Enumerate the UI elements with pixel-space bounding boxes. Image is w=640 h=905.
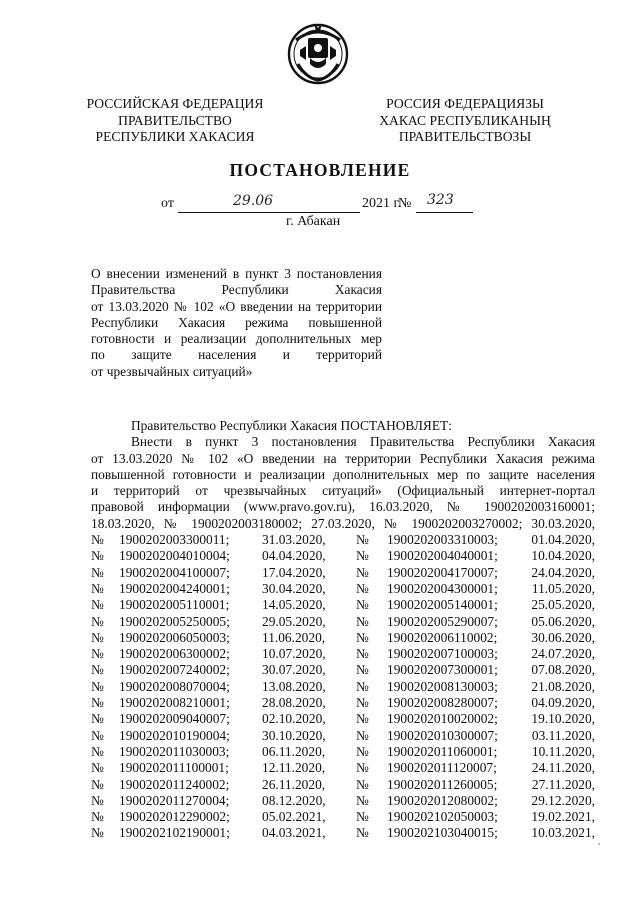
- registration-cell: 1900202007300001;: [387, 662, 498, 678]
- registration-cell: 04.04.2020,: [262, 548, 326, 564]
- registration-cell: №: [356, 809, 369, 825]
- registration-cell: 1900202005140001;: [387, 597, 498, 613]
- registration-cell: 1900202004010004;: [119, 548, 230, 564]
- registration-row: [91, 744, 595, 760]
- number-label: №: [398, 196, 412, 211]
- registration-cell: №: [356, 825, 369, 841]
- registration-cell: 1900202011240002;: [119, 776, 230, 792]
- header-right-line: ХАКАС РЕСПУБЛИКАНЫҢ: [379, 112, 551, 128]
- handwritten-date: 29.06: [233, 193, 274, 209]
- body-line: Внести в пункт 3 постановления Правительства Республики Хакасия: [131, 434, 595, 450]
- header-right: [360, 96, 570, 146]
- registration-cell: 10.03.2021,: [531, 825, 595, 841]
- registration-cell: 24.11.2020,: [531, 760, 595, 776]
- registration-cell: 1900202007240002;: [119, 662, 230, 678]
- registration-row: [91, 809, 595, 825]
- registration-cell: 04.09.2020,: [531, 695, 595, 711]
- registration-cell: №: [356, 629, 369, 645]
- registration-list: [91, 532, 595, 842]
- registration-cell: 1900202005290007;: [387, 613, 498, 629]
- registration-cell: 1900202004240001;: [119, 580, 230, 596]
- registration-cell: 1900202009040007;: [119, 711, 230, 727]
- registration-cell: 30.10.2020,: [262, 727, 326, 743]
- registration-row: [91, 679, 595, 695]
- registration-cell: 1900202102050003;: [387, 809, 498, 825]
- registration-row: [91, 793, 595, 809]
- registration-cell: 1900202003310003;: [387, 532, 498, 548]
- registration-cell: 1900202102190001;: [119, 825, 230, 841]
- registration-cell: 10.07.2020,: [262, 646, 326, 662]
- registration-cell: 05.06.2020,: [531, 613, 595, 629]
- registration-cell: 04.03.2021,: [262, 825, 326, 841]
- registration-cell: №: [91, 760, 104, 776]
- subject-line: от чрезвычайных ситуаций»: [91, 363, 253, 379]
- registration-cell: 1900202103040015;: [387, 825, 498, 841]
- registration-row: [91, 630, 595, 646]
- document-title: ПОСТАНОВЛЕНИЕ: [229, 160, 411, 180]
- registration-cell: 1900202012290002;: [119, 809, 230, 825]
- registration-row: [91, 728, 595, 744]
- registration-cell: 25.05.2020,: [531, 597, 595, 613]
- body-line: правовой информации (www.pravo.gov.ru), 16.03.2020, № 1900202003160001;: [91, 499, 595, 515]
- registration-cell: 1900202008210001;: [119, 695, 230, 711]
- registration-cell: №: [356, 760, 369, 776]
- date-underline: [178, 212, 360, 213]
- header-right-line: РОССИЯ ФЕДЕРАЦИЯЗЫ: [386, 96, 544, 111]
- registration-row: [91, 777, 595, 793]
- registration-cell: №: [91, 678, 104, 694]
- registration-cell: №: [356, 564, 369, 580]
- registration-cell: №: [91, 662, 104, 678]
- number-underline: [416, 212, 473, 213]
- registration-cell: 1900202004300001;: [387, 580, 498, 596]
- registration-cell: 30.04.2020,: [262, 580, 326, 596]
- registration-cell: 19.02.2021,: [531, 809, 595, 825]
- registration-row: [91, 695, 595, 711]
- registration-row: [91, 646, 595, 662]
- registration-cell: №: [91, 711, 104, 727]
- registration-cell: 08.12.2020,: [262, 792, 326, 808]
- registration-cell: 19.10.2020,: [531, 711, 595, 727]
- registration-cell: №: [91, 548, 104, 564]
- registration-cell: №: [356, 662, 369, 678]
- registration-cell: 11.06.2020,: [262, 629, 326, 645]
- subject-line: по защите населения и территорий: [91, 347, 382, 363]
- registration-cell: 1900202011270004;: [119, 792, 230, 808]
- header-left-line: РЕСПУБЛИКИ ХАКАСИЯ: [95, 129, 255, 144]
- city-label: г. Абакан: [286, 214, 341, 229]
- registration-cell: №: [91, 613, 104, 629]
- registration-cell: 1900202005250005;: [119, 613, 230, 629]
- coat-of-arms-icon: [286, 20, 350, 86]
- subject-line: О внесении изменений в пункт 3 постановления: [91, 266, 382, 281]
- body-line: от 13.03.2020 № 102 «О введении на территории Республики Хакасия режима: [91, 450, 595, 466]
- year-label: 2021 г.: [362, 196, 402, 211]
- registration-cell: №: [91, 629, 104, 645]
- registration-cell: 02.10.2020,: [262, 711, 326, 727]
- registration-cell: 1900202010190004;: [119, 727, 230, 743]
- date-line: [0, 192, 640, 216]
- scan-mark: [598, 843, 600, 845]
- registration-cell: №: [91, 695, 104, 711]
- registration-cell: №: [356, 548, 369, 564]
- registration-cell: №: [91, 597, 104, 613]
- registration-cell: 1900202011060001;: [387, 743, 498, 759]
- intro-paragraph: Правительство Республики Хакасия ПОСТАНОВЛЯЕТ:: [131, 418, 452, 433]
- registration-cell: 24.04.2020,: [531, 564, 595, 580]
- registration-cell: 30.07.2020,: [262, 662, 326, 678]
- registration-cell: №: [356, 580, 369, 596]
- registration-cell: №: [356, 776, 369, 792]
- registration-cell: №: [91, 776, 104, 792]
- registration-cell: 1900202012080002;: [387, 792, 498, 808]
- registration-cell: №: [91, 532, 104, 548]
- body-line: повышенной готовности и реализации дополнительных мер по защите населения: [91, 466, 595, 482]
- registration-cell: 07.08.2020,: [531, 662, 595, 678]
- registration-row: [91, 614, 595, 630]
- registration-cell: №: [91, 792, 104, 808]
- registration-cell: 29.12.2020,: [531, 792, 595, 808]
- registration-cell: 1900202008070004;: [119, 678, 230, 694]
- registration-cell: 03.11.2020,: [531, 727, 595, 743]
- registration-cell: 1900202003300011;: [119, 532, 230, 548]
- registration-cell: 1900202006050003;: [119, 629, 230, 645]
- registration-cell: №: [356, 646, 369, 662]
- from-label: от: [161, 196, 174, 211]
- header-right-line: ПРАВИТЕЛЬСТВОЗЫ: [398, 129, 532, 144]
- registration-cell: №: [91, 646, 104, 662]
- registration-cell: 1900202004040001;: [387, 548, 498, 564]
- registration-row: [91, 565, 595, 581]
- header-left-line: РОССИЙСКАЯ ФЕДЕРАЦИЯ: [86, 96, 264, 111]
- registration-cell: 1900202006300002;: [119, 646, 230, 662]
- registration-cell: №: [356, 532, 369, 548]
- registration-row: [91, 548, 595, 564]
- registration-cell: 1900202011120007;: [387, 760, 497, 776]
- registration-cell: 1900202008130003;: [387, 678, 498, 694]
- subject-line: Правительства Республики Хакасия: [91, 282, 382, 298]
- registration-cell: 10.11.2020,: [531, 743, 595, 759]
- registration-cell: 24.07.2020,: [531, 646, 595, 662]
- registration-row: [91, 760, 595, 776]
- registration-cell: №: [356, 597, 369, 613]
- registration-cell: 01.04.2020,: [531, 532, 595, 548]
- registration-cell: 1900202007100003;: [387, 646, 498, 662]
- registration-cell: 11.05.2020,: [531, 580, 595, 596]
- registration-cell: 1900202011030003;: [119, 743, 230, 759]
- registration-cell: 29.05.2020,: [262, 613, 326, 629]
- registration-cell: 10.04.2020,: [531, 548, 595, 564]
- registration-cell: 1900202011260005;: [387, 776, 498, 792]
- registration-cell: 27.11.2020,: [531, 776, 595, 792]
- registration-cell: 1900202005110001;: [119, 597, 230, 613]
- registration-cell: 1900202006110002;: [387, 629, 498, 645]
- registration-row: [91, 581, 595, 597]
- body-text: [91, 418, 595, 842]
- registration-cell: №: [91, 743, 104, 759]
- registration-cell: №: [356, 792, 369, 808]
- registration-cell: 26.11.2020,: [262, 776, 326, 792]
- header-left-line: ПРАВИТЕЛЬСТВО: [118, 112, 232, 128]
- registration-cell: №: [356, 727, 369, 743]
- registration-cell: 31.03.2020,: [262, 532, 326, 548]
- registration-cell: 1900202011100001;: [119, 760, 229, 776]
- registration-cell: 28.08.2020,: [262, 695, 326, 711]
- registration-cell: №: [356, 613, 369, 629]
- registration-cell: 14.05.2020,: [262, 597, 326, 613]
- registration-cell: 05.02.2021,: [262, 809, 326, 825]
- registration-cell: №: [356, 711, 369, 727]
- subject-line: Республики Хакасия режима повышенной: [91, 314, 382, 330]
- registration-cell: №: [91, 727, 104, 743]
- registration-row: [91, 597, 595, 613]
- registration-cell: 12.11.2020,: [262, 760, 326, 776]
- subject-block: [91, 266, 382, 380]
- registration-row: [91, 711, 595, 727]
- registration-cell: №: [91, 564, 104, 580]
- registration-row: [91, 662, 595, 678]
- registration-cell: 1900202010300007;: [387, 727, 498, 743]
- registration-cell: 1900202004170007;: [387, 564, 498, 580]
- subject-line: от 13.03.2020 № 102 «О введении на территории: [91, 298, 382, 314]
- registration-cell: 21.08.2020,: [531, 678, 595, 694]
- header-left: [70, 96, 280, 146]
- registration-cell: 13.08.2020,: [262, 678, 326, 694]
- handwritten-number: 323: [427, 192, 454, 208]
- registration-cell: 06.11.2020,: [262, 743, 326, 759]
- registration-cell: 1900202008280007;: [387, 695, 498, 711]
- registration-cell: №: [356, 678, 369, 694]
- registration-cell: 17.04.2020,: [262, 564, 326, 580]
- subject-line: готовности и реализации дополнительных мер: [91, 331, 382, 347]
- registration-cell: №: [91, 825, 104, 841]
- registration-cell: №: [91, 809, 104, 825]
- registration-cell: 30.06.2020,: [531, 629, 595, 645]
- body-line: 18.03.2020, № 1900202003180002; 27.03.2020, № 1900202003270002; 30.03.2020,: [91, 515, 595, 531]
- registration-cell: №: [356, 695, 369, 711]
- registration-cell: 1900202004100007;: [119, 564, 230, 580]
- body-line: и территорий от чрезвычайных ситуаций» (Официальный интернет-портал: [91, 483, 595, 499]
- registration-row: [91, 825, 595, 841]
- registration-cell: №: [356, 743, 369, 759]
- registration-cell: №: [91, 580, 104, 596]
- registration-row: [91, 532, 595, 548]
- registration-cell: 1900202010020002;: [387, 711, 498, 727]
